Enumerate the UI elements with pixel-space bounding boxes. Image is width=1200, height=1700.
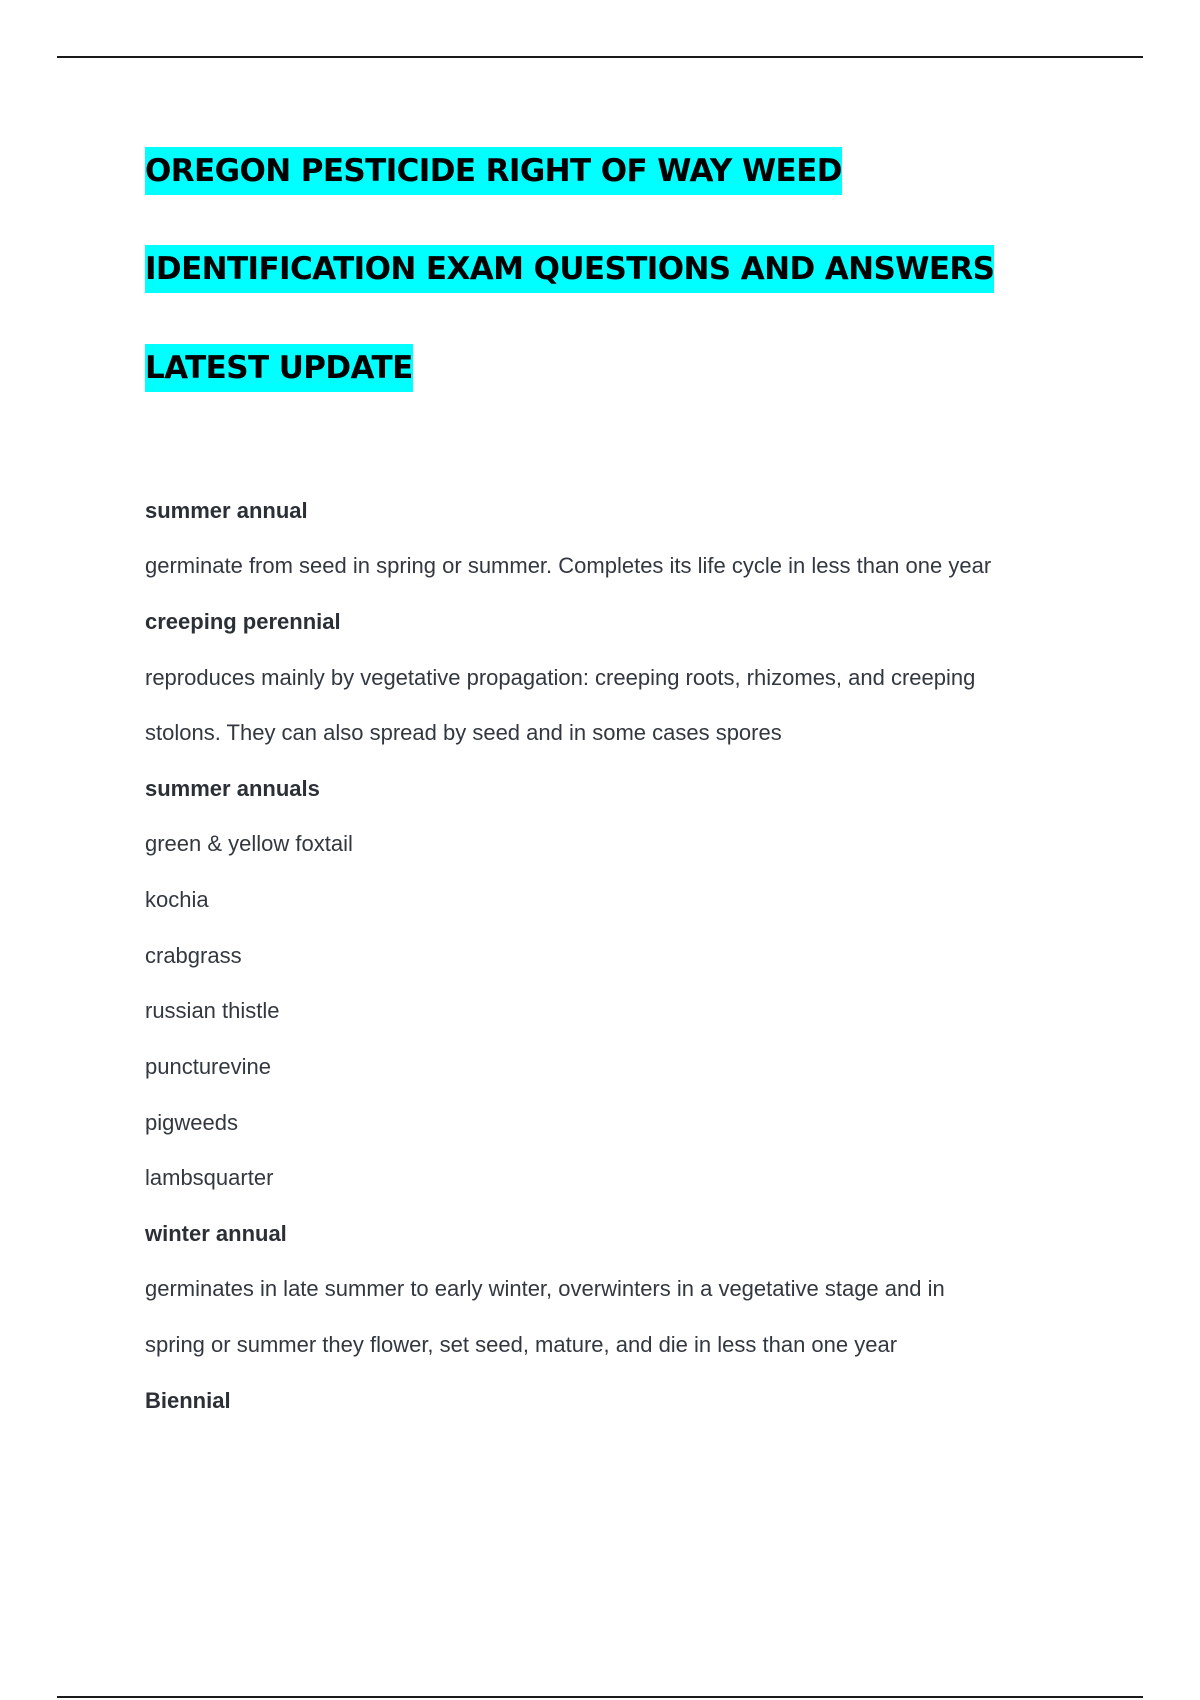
answer-summer-annuals-item-1: green & yellow foxtail — [145, 831, 353, 856]
answer-summer-annuals-item-6: pigweeds — [145, 1110, 238, 1135]
answer-summer-annuals-item-5: puncturevine — [145, 1054, 271, 1079]
document-title-line-3: LATEST UPDATE — [145, 344, 413, 392]
header-rule — [57, 56, 1143, 58]
footer-rule — [57, 1696, 1143, 1698]
document-title-line-1: OREGON PESTICIDE RIGHT OF WAY WEED — [145, 147, 842, 195]
answer-summer-annuals-item-2: kochia — [145, 887, 209, 912]
term-winter-annual: winter annual — [145, 1221, 287, 1246]
term-summer-annual: summer annual — [145, 498, 308, 523]
answer-summer-annuals-item-7: lambsquarter — [145, 1165, 274, 1190]
answer-winter-annual-line-1: germinates in late summer to early winter, overwinters in a vegetative stage and in — [145, 1276, 945, 1301]
document-title-line-2: IDENTIFICATION EXAM QUESTIONS AND ANSWERS — [145, 245, 994, 293]
term-summer-annuals: summer annuals — [145, 776, 320, 801]
answer-summer-annuals-item-4: russian thistle — [145, 998, 280, 1023]
answer-summer-annuals-item-3: crabgrass — [145, 943, 242, 968]
answer-creeping-perennial-line-2: stolons. They can also spread by seed and in some cases spores — [145, 720, 782, 745]
answer-summer-annual-line-1: germinate from seed in spring or summer. Completes its life cycle in less than one year — [145, 553, 992, 578]
term-creeping-perennial: creeping perennial — [145, 609, 341, 634]
answer-winter-annual-line-2: spring or summer they flower, set seed, mature, and die in less than one year — [145, 1332, 898, 1357]
term-biennial: Biennial — [145, 1388, 231, 1413]
answer-creeping-perennial-line-1: reproduces mainly by vegetative propagation: creeping roots, rhizomes, and creeping — [145, 665, 976, 690]
